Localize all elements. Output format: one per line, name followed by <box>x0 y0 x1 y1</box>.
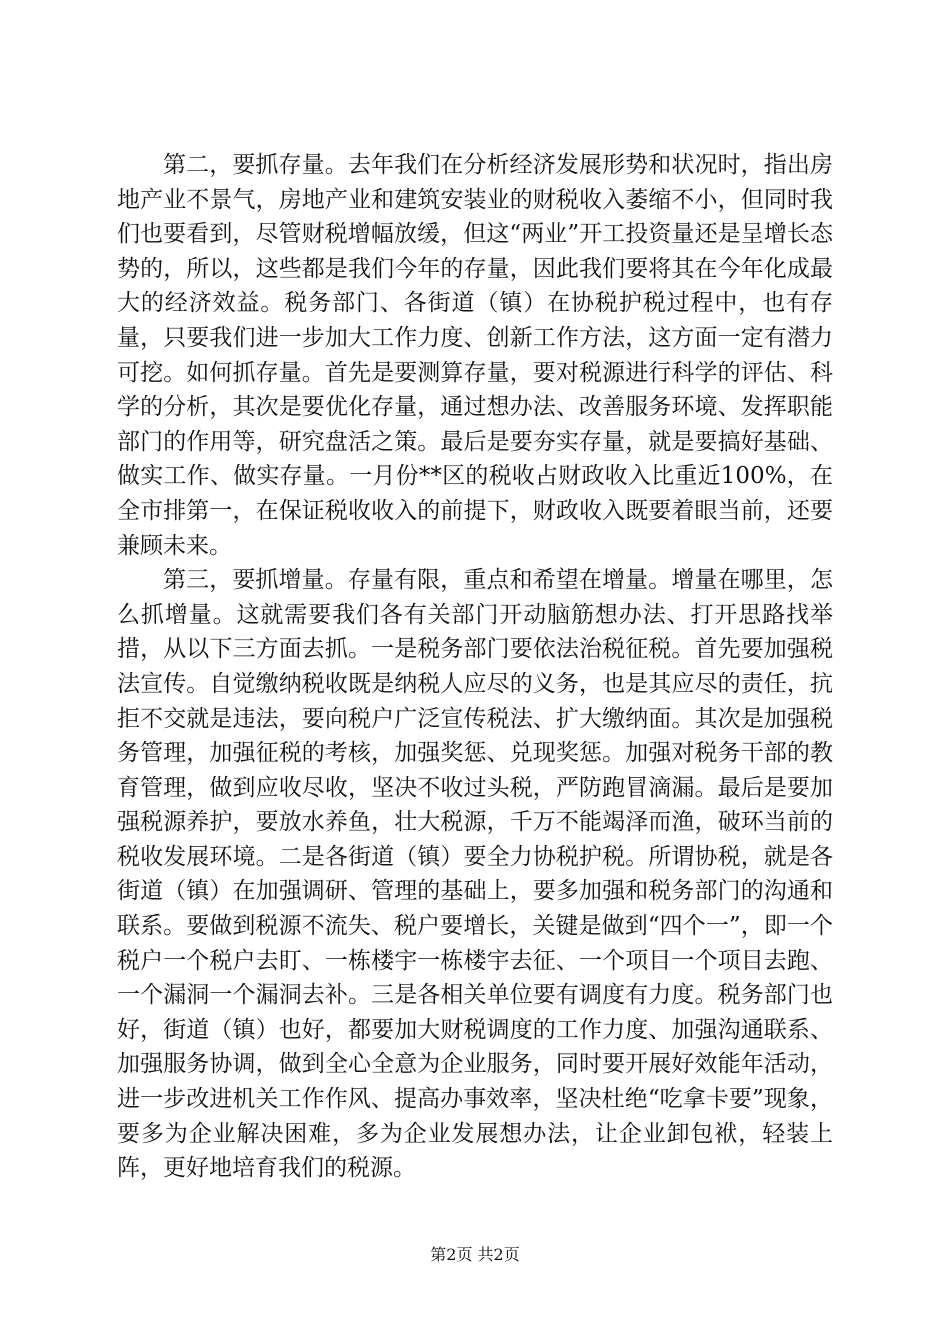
page-footer: 第2页 共2页 <box>430 1245 520 1264</box>
paragraph-increment: 第三，要抓增量。存量有限，重点和希望在增量。增量在哪里，怎么抓增量。这就需要我们各有关部门开动脑筋想办法、打开思路找举措，从以下三方面去抓。一是税务部门要依法治税征税。首先要加强税法宣传。自觉缴纳税收既是纳税人应尽的义务，也是其应尽的责任，抗拒不交就是违法，要向税户广泛宣传税法、扩大缴纳面。其次是加强税务管理，加强征税的考核，加强奖惩、兑现奖惩。加强对税务干部的教育管理，做到应收尽收，坚决不收过头税，严防跑冒滴漏。最后是要加强税源养护，要放水养鱼，壮大税源，千万不能竭泽而渔，破环当前的税收发展环境。二是各街道（镇）要全力协税护税。所谓协税，就是各街道（镇）在加强调研、管理的基础上，要多加强和税务部门的沟通和联系。要做到税源不流失、税户要增长，关键是做到“四个一”，即一个税户一个税户去盯、一栋楼宇一栋楼宇去征、一个项目一个项目去跑、一个漏洞一个漏洞去补。三是各相关单位要有调度有力度。税务部门也好，街道（镇）也好，都要加大财税调度的工作力度、加强沟通联系、加强服务协调，做到全心全意为企业服务，同时要开展好效能年活动，进一步改进机关工作作风、提高办事效率，坚决杜绝“吃拿卡要”现象，要多为企业解决困难，多为企业发展想办法，让企业卸包袱，轻装上阵，更好地培育我们的税源。 <box>117 567 833 1182</box>
paragraph-existing-stock: 第二，要抓存量。去年我们在分析经济发展形势和状况时，指出房地产业不景气，房地产业和建筑安装业的财税收入萎缩不小，但同时我们也要看到，尽管财税增幅放缓，但这“两业”开工投资量还是呈增长态势的，所以，这些都是我们今年的存量，因此我们要将其在今年化成最大的经济效益。税务部门、各街道（镇）在协税护税过程中，也有存量，只要我们进一步加大工作力度、创新工作方法，这方面一定有潜力可挖。如何抓存量。首先是要测算存量，要对税源进行科学的评估、科学的分析，其次是要优化存量，通过想办法、改善服务环境、发挥职能部门的作用等，研究盘活之策。最后是要夯实存量，就是要搞好基础、做实工作、做实存量。一月份**区的税收占财政收入比重近100%，在全市排第一，在保证税收收入的前提下，财政收入既要着眼当前，还要兼顾未来。 <box>117 152 833 559</box>
document-body <box>117 148 833 1186</box>
